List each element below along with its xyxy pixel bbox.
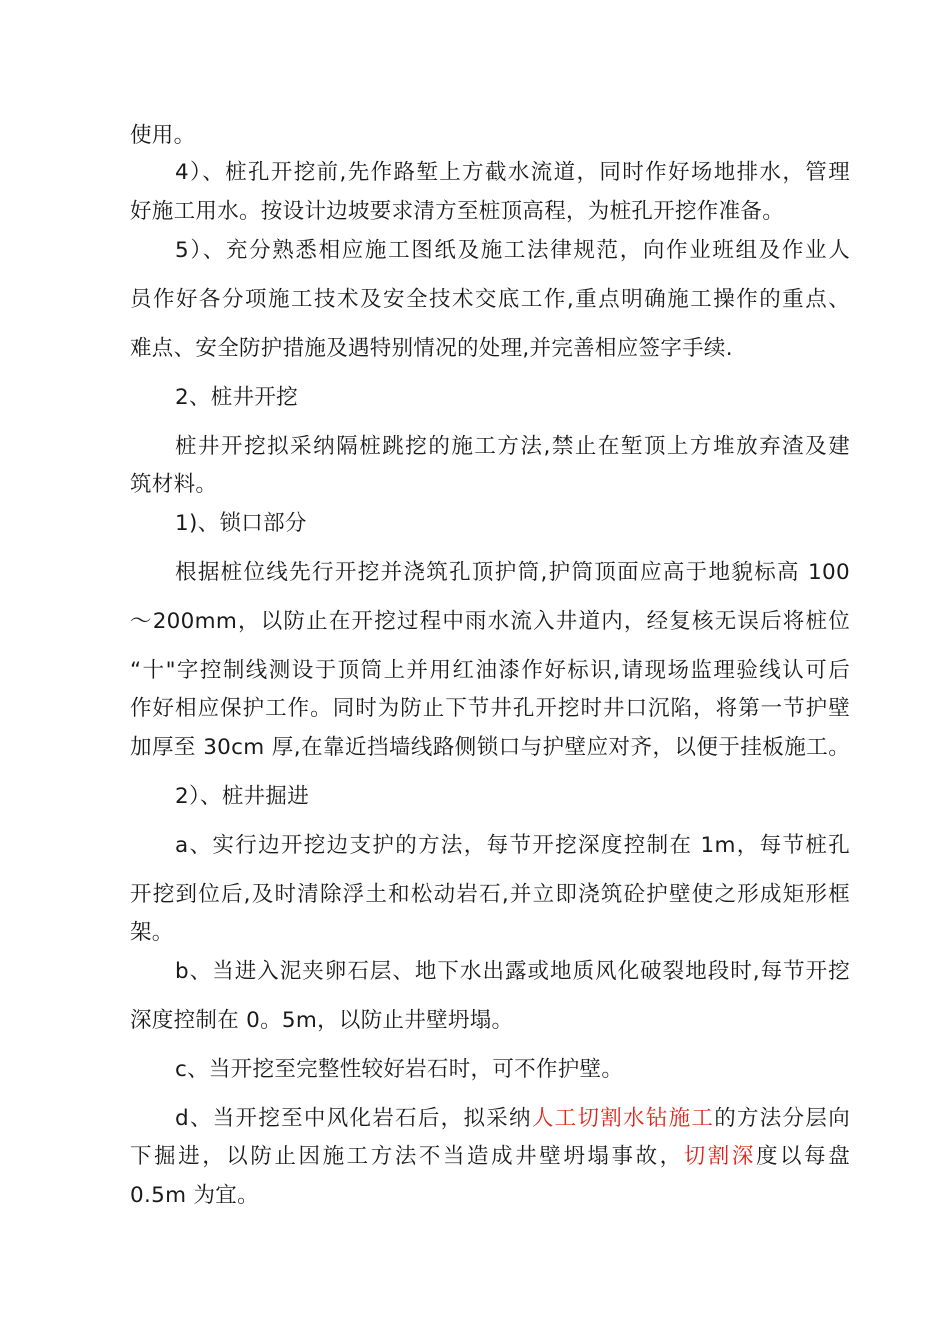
text-line: 深度控制在 0。5m，以防止井壁坍塌。 <box>130 1008 514 1033</box>
text-line: “十"字控制线测设于顶筒上并用红油漆作好标识,请现场监理验线认可后 <box>130 658 850 683</box>
text-segment: 的方法分层向 <box>714 1106 850 1131</box>
text-line: ～200mm，以防止在开挖过程中雨水流入井道内，经复核无误后将桩位 <box>130 609 850 634</box>
text-line: 难点、安全防护措施及遇特别情况的处理,并完善相应签字手续. <box>130 336 733 361</box>
subsection-heading: 2）、桩井掘进 <box>175 784 310 809</box>
text-line: 筑材料。 <box>130 472 218 497</box>
text-line: c、当开挖至完整性较好岩石时，可不作护壁。 <box>175 1057 624 1082</box>
text-line-highlighted <box>130 1142 850 1172</box>
text-line: 使用。 <box>130 123 196 148</box>
text-segment: 度以每盘 <box>755 1144 850 1169</box>
subsection-heading: 1)、锁口部分 <box>175 511 307 536</box>
text-line-highlighted <box>175 1104 850 1134</box>
text-line: 0.5m 为宜。 <box>130 1183 259 1208</box>
text-line: 5）、充分熟悉相应施工图纸及施工法律规范，向作业班组及作业人 <box>175 238 850 263</box>
text-line: b、当进入泥夹卵石层、地下水出露或地质风化破裂地段时,每节开挖 <box>175 959 850 984</box>
text-line: 员作好各分项施工技术及安全技术交底工作,重点明确施工操作的重点、 <box>130 287 850 312</box>
text-line: 桩井开挖拟采纳隔桩跳挖的施工方法,禁止在堑顶上方堆放弃渣及建 <box>175 434 850 459</box>
text-line: 作好相应保护工作。同时为防止下节井孔开挖时井口沉陷，将第一节护壁 <box>130 696 850 721</box>
text-line: 加厚至 30cm 厚,在靠近挡墙线路侧锁口与护壁应对齐，以便于挂板施工。 <box>130 735 850 760</box>
highlighted-text: 人工切割水钻施工 <box>531 1106 715 1131</box>
text-line: 开挖到位后,及时清除浮土和松动岩石,并立即浇筑砼护壁使之形成矩形框 <box>130 882 850 907</box>
text-line: 4）、桩孔开挖前,先作路堑上方截水流道，同时作好场地排水，管理 <box>175 160 850 185</box>
text-segment: d、当开挖至中风化岩石后，拟采纳 <box>175 1106 532 1131</box>
section-heading: 2、桩井开挖 <box>175 385 298 410</box>
text-segment: 下掘进，以防止因施工方法不当造成井壁坍塌事故， <box>130 1144 684 1169</box>
text-line: 架。 <box>130 920 174 945</box>
text-line: 根据桩位线先行开挖并浇筑孔顶护筒,护筒顶面应高于地貌标高 100 <box>175 560 850 585</box>
highlighted-text: 切割深 <box>683 1144 756 1169</box>
text-line: a、实行边开挖边支护的方法，每节开挖深度控制在 1m，每节桩孔 <box>175 833 850 858</box>
text-line: 好施工用水。按设计边坡要求清方至桩顶高程，为桩孔开挖作准备。 <box>130 199 785 224</box>
